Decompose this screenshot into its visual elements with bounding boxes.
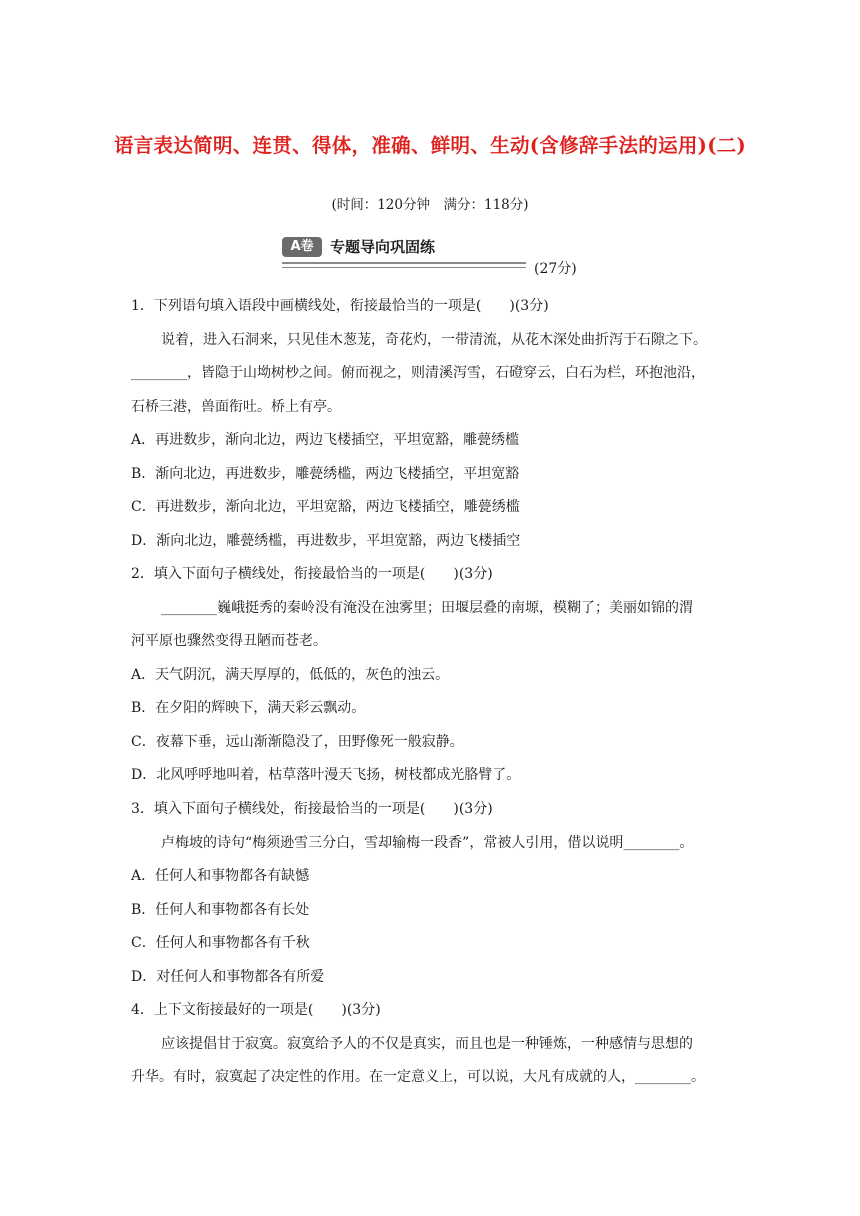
option-a: A．再进数步，渐向北边，两边飞楼插空，平坦宽豁，雕甍绣槛 [131,432,520,448]
section-badge: A卷 [282,237,322,257]
question-stem: 4．上下文衔接最好的一项是( )(3分) [131,1002,381,1018]
question-stem: 3．填入下面句子横线处，衔接最恰当的一项是( )(3分) [131,801,493,817]
option-c: C．任何人和事物都各有千秋 [131,935,310,951]
section-title: 专题导向巩固练 [330,238,436,256]
question-3 [131,793,741,994]
option-d: D．对任何人和事物都各有所爱 [131,968,325,985]
document-title: 语言表达简明、连贯、得体，准确、鲜明、生动(含修辞手法的运用)(二) [113,134,747,157]
option-d: D．北风呼呼地叫着，枯草落叶漫天飞扬，树枝都成光胳臂了。 [131,767,521,783]
question-1 [131,290,741,558]
option-c: C．夜幕下垂，远山渐渐隐没了，田野像死一般寂静。 [131,733,464,750]
section-score: (27分) [534,261,577,277]
option-b: B．渐向北边，再进数步，雕甍绣槛，两边飞楼插空，平坦宽豁 [131,465,520,482]
passage-line: 应该提倡甘于寂寞。寂寞给予人的不仅是真实，而且也是一种锤炼，一种感情与思想的 [161,1035,693,1052]
question-4 [131,994,741,1095]
option-c: C．再进数步，渐向北边，平坦宽豁，两边飞楼插空，雕甍绣槛 [131,499,520,515]
passage-line: ________，皆隐于山坳树杪之间。俯而视之，则清溪泻雪，石磴穿云，白石为栏，环抱池沿， [131,365,705,381]
passage-line: 石桥三港，兽面衔吐。桥上有亭。 [131,398,341,415]
section-divider-thin [282,267,526,268]
option-b: B．任何人和事物都各有长处 [131,901,310,918]
passage-line: 河平原也骤然变得丑陋而苍老。 [131,633,327,649]
passage-line: ________巍峨挺秀的秦岭没有淹没在浊雾里；田堰层叠的南塬，模糊了；美丽如锦的渭 [161,599,693,616]
section-divider [282,262,526,264]
section-banner [282,234,526,268]
option-d: D．渐向北边，雕甍绣槛，再进数步，平坦宽豁，两边飞楼插空 [131,532,521,549]
question-2 [131,558,741,793]
passage-line: 说着，进入石洞来，只见佳木葱茏，奇花灼，一带清流，从花木深处曲折泻于石隙之下。 [161,331,707,348]
option-a: A．任何人和事物都各有缺憾 [131,868,310,884]
passage-line: 升华。有时，寂寞起了决定性的作用。在一定意义上，可以说，大凡有成就的人，________。 [131,1069,705,1085]
option-a: A．天气阴沉，满天厚厚的，低低的，灰色的浊云。 [131,666,450,683]
passage-line: 卢梅坡的诗句“梅须逊雪三分白，雪却输梅一段香”，常被人引用，借以说明________。 [161,834,694,851]
exam-meta: (时间：120分钟 满分：118分) [331,197,529,213]
option-b: B．在夕阳的辉映下，满天彩云飘动。 [131,700,366,716]
question-stem: 2．填入下面句子横线处，衔接最恰当的一项是( )(3分) [131,566,493,582]
question-stem: 1．下列语句填入语段中画横线处，衔接最恰当的一项是( )(3分) [131,298,549,314]
